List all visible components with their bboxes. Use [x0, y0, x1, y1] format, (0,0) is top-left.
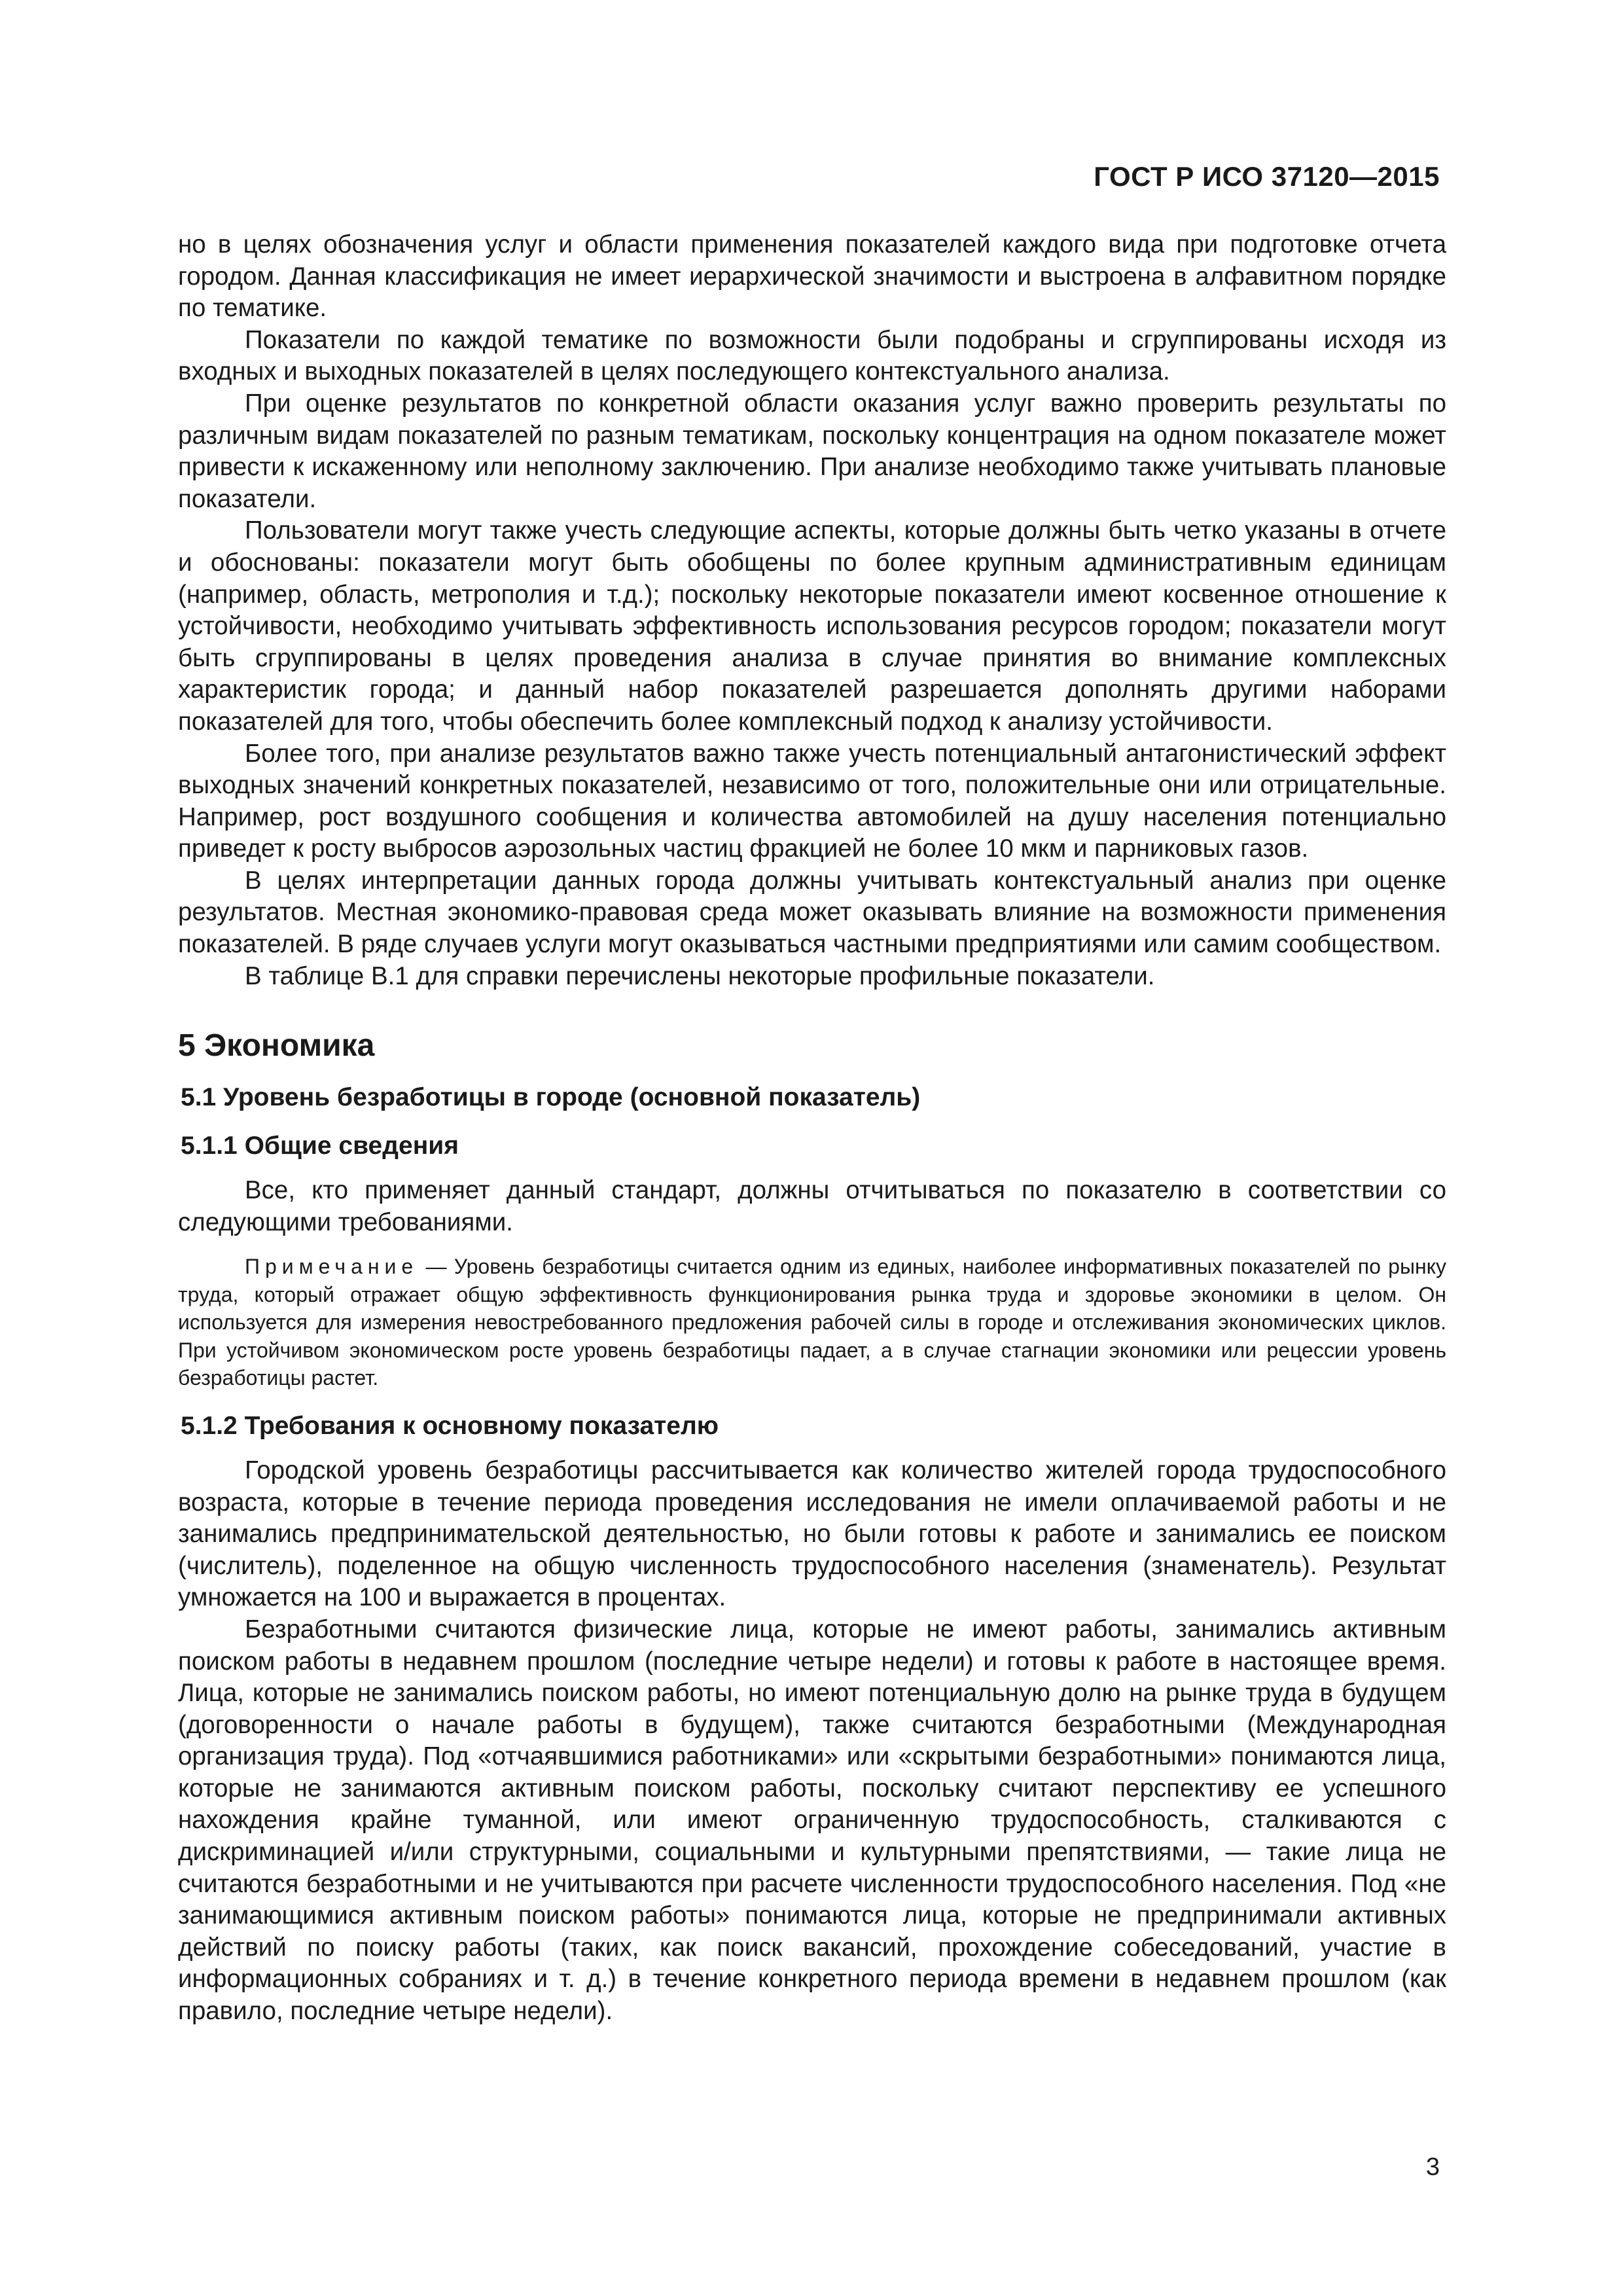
paragraph: В таблице B.1 для справки перечислены некоторые профильные показатели. [245, 961, 1155, 990]
paragraph: При оценке результатов по конкретной области оказания услуг важно проверить результаты по различным видам показателей по разным тематикам, поскольку концентрация на одном показателе может привести к искаженному или неполному заключению. При анализе необходимо также учитывать плановые показатели. [178, 389, 1446, 513]
page-number: 3 [1425, 2153, 1440, 2181]
note [178, 1253, 1446, 1392]
section-heading: 5 Экономика [178, 1028, 375, 1064]
paragraph: В целях интерпретации данных города должны учитывать контекстуальный анализ при оценке результатов. Местная экономико-правовая среда может оказывать влияние на возможности применения показателей. В ряде случаев услуги могут оказываться частными предприятиями или самим сообществом. [178, 866, 1446, 959]
paragraph: но в целях обозначения услуг и области применения показателей каждого вида при подготовке отчета городом. Данная классификация не имеет иерархической значимости и выстроена в алфавитном порядке по тематике. [178, 230, 1446, 323]
paragraph: Городской уровень безработицы рассчитывается как количество жителей города трудоспособного возраста, которые в течение периода проведения исследования не имели оплачиваемой работы и не занимались предпринимательской деятельностью, но были готовы к работе и занимались ее поиском (числитель), поделенное на общую численность трудоспособного населения (знаменатель). Результат умножается на 100 и выражается в процентах. [178, 1456, 1446, 1612]
paragraph: Более того, при анализе результатов важно также учесть потенциальный антагонистический эффект выходных значений конкретных показателей, независимо от того, положительные они или отрицательные. Например, рост воздушного сообщения и количества автомобилей на душу населения потенциально приведет к росту выбросов аэрозольных частиц фракцией не более 10 мкм и парниковых газов. [178, 739, 1446, 863]
subsection-heading: 5.1.2 Требования к основному показателю [181, 1411, 719, 1440]
subsection-heading: 5.1 Уровень безработицы в городе (основной показатель) [181, 1083, 921, 1112]
subsection-heading: 5.1.1 Общие сведения [181, 1132, 459, 1160]
note-label: Примечание [245, 1255, 419, 1279]
page-content [178, 229, 1446, 2028]
paragraph: Безработными считаются физические лица, которые не имеют работы, занимались активным поиском работы в недавнем прошлом (последние четыре недели) и готовы к работе в настоящее время. Лица, которые не занимались поиском работы, но имеют потенциальную долю на рынке труда в будущем (договоренности о начале работы в будущем), также считаются безработными (Международная организация труда). Под «отчаявшимися работниками» или «скрытыми безработными» понимаются лица, которые не занимаются активным поиском работы, поскольку считают перспективу ее успешного нахождения крайне туманной, или имеют ограниченную трудоспособность, сталкиваются с дискриминацией и/или структурными, социальными и культурными препятствиями, — такие лица не считаются безработными и не учитываются при расчете численности трудоспособного населения. Под «не занимающимися активным поиском работы» понимаются лица, которые не предпринимали активных действий по поиску работы (таких, как поиск вакансий, прохождение собеседований, участие в информационных собраниях и т. д.) в течение конкретного периода времени в недавнем прошлом (как правило, последние четыре недели). [178, 1615, 1446, 2026]
standard-code: ГОСТ Р ИСО 37120—2015 [1094, 161, 1440, 192]
paragraph: Все, кто применяет данный стандарт, должны отчитываться по показателю в соответствии со следующими требованиями. [178, 1176, 1446, 1236]
note-text: — Уровень безработицы считается одним из единых, наиболее информативных показателей по рынку труда, который отражает общую эффективность функционирования рынка труда и здоровье экономики в целом. Он используется для измерения невостребованного предложения рабочей силы в городе и отслеживания экономических циклов. При устойчивом экономическом росте уровень безработицы падает, а в случае стагнации экономики или рецессии уровень безработицы растет. [178, 1255, 1446, 1390]
paragraph: Показатели по каждой тематике по возможности были подобраны и сгруппированы исходя из входных и выходных показателей в целях последующего контекстуального анализа. [178, 325, 1446, 386]
paragraph: Пользователи могут также учесть следующие аспекты, которые должны быть четко указаны в отчете и обоснованы: показатели могут быть обобщены по более крупным административным единицам (например, область, метрополия и т.д.); поскольку некоторые показатели имеют косвенное отношение к устойчивости, необходимо учитывать эффективность использования ресурсов городом; показатели могут быть сгруппированы в целях проведения анализа в случае принятия во внимание комплексных характеристик города; и данный набор показателей разрешается дополнять другими наборами показателей для того, чтобы обеспечить более комплексный подход к анализу устойчивости. [178, 516, 1446, 736]
